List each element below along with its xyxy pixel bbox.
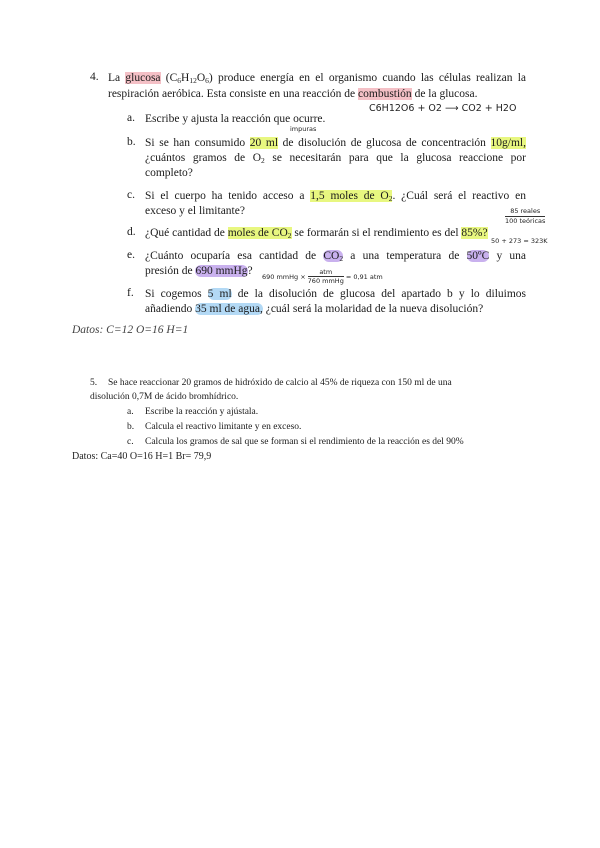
combustion-highlight: combustión bbox=[358, 88, 412, 100]
q4-e-line-2: presión de 690 mmHg? bbox=[145, 265, 253, 277]
moles-co2-highlight: moles de $CO_2$ bbox=[227, 227, 292, 240]
q4-datos: Datos: C=12 O=16 H=1 bbox=[72, 324, 189, 336]
q4-d-letter: d. bbox=[127, 226, 136, 238]
q5-line-2: disolución 0,7M de ácido bromhídrico. bbox=[90, 392, 239, 402]
glucosa-highlight: glucosa bbox=[125, 72, 161, 84]
q4-a-text: Escribe y ajusta la reacción que ocurre. bbox=[145, 113, 326, 125]
q5-datos: Datos: Ca=40 O=16 H=1 Br= 79,9 bbox=[72, 451, 212, 462]
percent-highlight: 85%? bbox=[461, 227, 488, 239]
q4-c-line-2: exceso y el limitante? bbox=[145, 205, 245, 217]
q5-c-text: Calcula los gramos de sal que se forman si el rendimiento de la reacción es del 90% bbox=[145, 437, 464, 447]
q4-e-line-1: ¿Cuánto ocuparía esa cantidad de $CO_2$ a una temperatura de 50ºC y una bbox=[145, 250, 526, 263]
q4-c-line-1: Si el cuerpo ha tenido acceso a 1,5 moles de $O_2$. ¿Cuál será el reactivo en bbox=[145, 190, 526, 203]
temperature-highlight: 50ºC bbox=[466, 250, 490, 262]
q4-b-line-1: Si se han consumido 20 ml de disolución de glucosa de concentración 10g/ml, bbox=[145, 137, 527, 149]
q5-line-1: Se hace reaccionar 20 gramos de hidróxido de calcio al 45% de riqueza con 150 ml de una bbox=[108, 378, 452, 388]
q4-b-line-2: ¿cuántos gramos de $O_2$ se necesitarán para que la glucosa reaccione por bbox=[145, 152, 527, 165]
concentration-highlight: 10g/ml, bbox=[490, 137, 527, 149]
q4-e-letter: e. bbox=[127, 249, 135, 261]
co2-highlight: $CO_2$ bbox=[323, 250, 344, 263]
5ml-highlight: 5 ml bbox=[207, 288, 232, 300]
20ml-highlight: 20 ml bbox=[249, 137, 279, 149]
q4-b-line-3: completo? bbox=[145, 167, 193, 179]
q5-a-letter: a. bbox=[127, 407, 134, 417]
question-4-number: 4. bbox=[90, 71, 99, 83]
q5-a-text: Escribe la reacción y ajústala. bbox=[145, 407, 259, 417]
moles-o2-highlight: 1,5 moles de $O_2$ bbox=[310, 190, 393, 203]
q4-c-letter: c. bbox=[127, 189, 135, 201]
q5-b-letter: b. bbox=[127, 422, 135, 432]
q4-a-letter: a. bbox=[127, 112, 135, 124]
q4-f-line-1: Si cogemos 5 ml de la disolución de glucosa del apartado b y lo diluimos bbox=[145, 288, 526, 300]
q4-intro-line-1: La glucosa $(C_6H_{12}O_6)$ produce energía en el organismo cuando las células realizan la bbox=[108, 72, 526, 85]
q4-f-line-2: añadiendo 35 ml de agua, ¿cuál será la molaridad de la nueva disolución? bbox=[145, 303, 484, 315]
handwritten-kelvin: 50 + 273 = 323K bbox=[491, 237, 548, 245]
q5-c-letter: c. bbox=[127, 437, 134, 447]
handwritten-reaction: C6H12O6 + O2 ⟶ CO2 + H2O bbox=[369, 103, 517, 114]
handwritten-fraction-85: 85 reales 100 teóricas bbox=[505, 207, 546, 225]
q4-f-letter: f. bbox=[127, 287, 134, 299]
35ml-highlight: 35 ml de agua, bbox=[195, 303, 263, 315]
handwritten-impuras: impuras bbox=[290, 125, 317, 133]
q4-b-letter: b. bbox=[127, 136, 136, 148]
q5-b-text: Calcula el reactivo limitante y en exceso. bbox=[145, 422, 302, 432]
pressure-highlight: 690 mmHg bbox=[195, 265, 248, 277]
handwritten-pressure-conversion: 690 mmHg × atm 760 mmHg = 0,91 atm bbox=[262, 268, 383, 285]
q4-intro-line-2: respiración aeróbica. Esta consiste en una reacción de combustión de la glucosa. bbox=[108, 88, 478, 100]
q4-d-text: ¿Qué cantidad de moles de $CO_2$ se formarán si el rendimiento es del 85%? bbox=[145, 227, 488, 240]
question-5-number: 5. bbox=[90, 378, 98, 388]
